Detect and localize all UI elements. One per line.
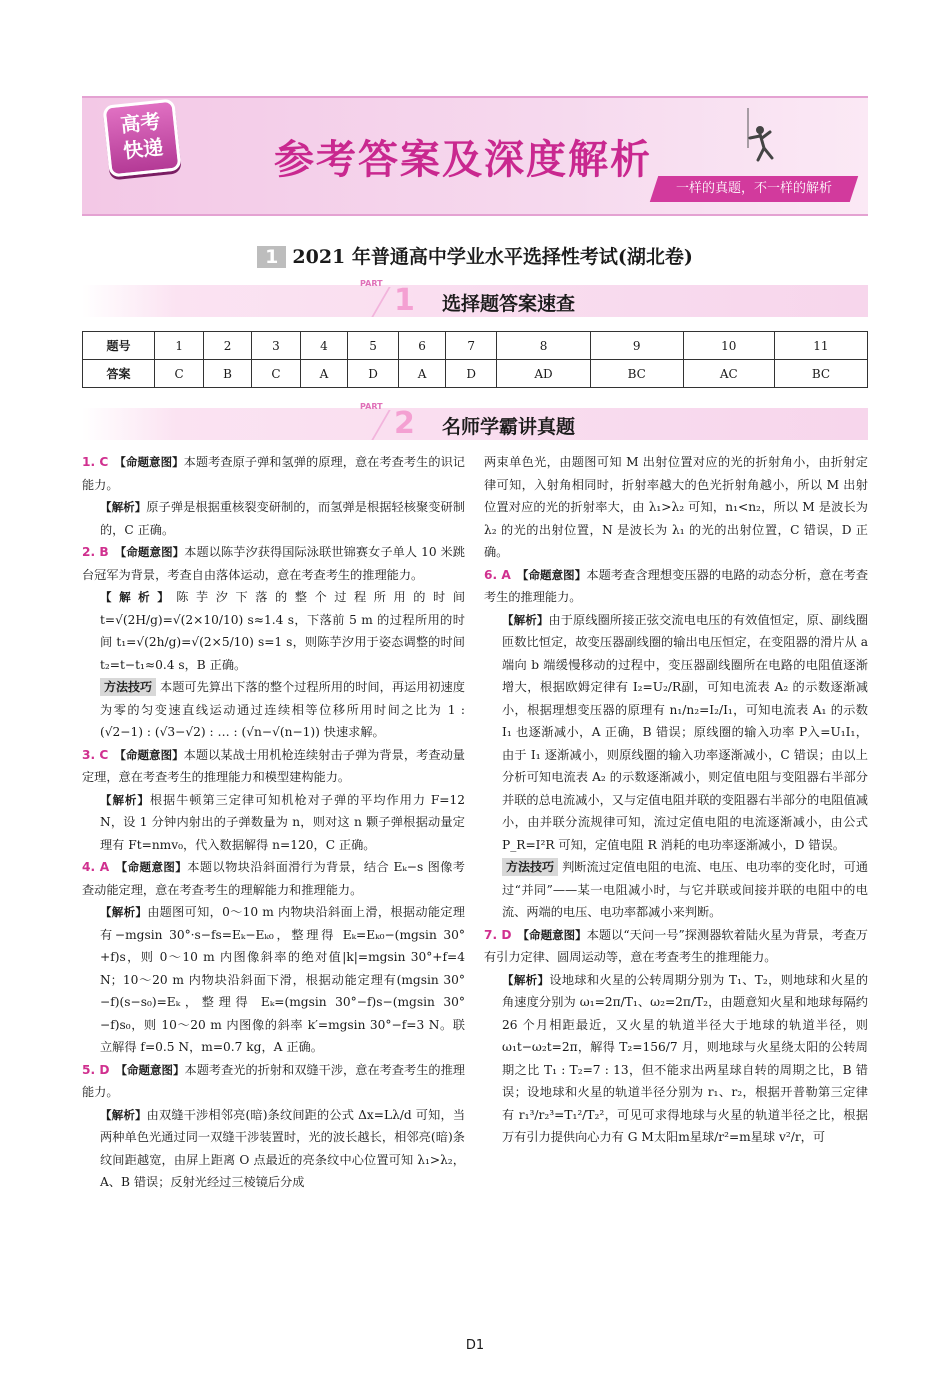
q6-tip-text: 判断流过定值电阻的电流、电压、电功率的变化时，可通过“并同”——某一电阻减小时，与它并联或间接并联的电阻中的电流、两端的电压、电功率都减小来判断。	[502, 860, 868, 919]
logo-line2: 快递	[122, 134, 165, 163]
part2-tag: PART	[360, 402, 383, 411]
q7-analysis	[484, 969, 868, 1149]
q3-intent	[82, 744, 465, 789]
table-cell: A	[301, 360, 348, 388]
q5-analysis-label: 【解析】	[100, 1107, 147, 1122]
answer-table-answer-row	[83, 360, 868, 388]
table-cell: 4	[301, 332, 348, 360]
q4-analysis-label: 【解析】	[100, 905, 148, 919]
page-number: D1	[465, 1338, 485, 1353]
q5-intent-label: 【命题意图】	[115, 1062, 185, 1077]
q2-analysis-label: 【解析】	[100, 590, 177, 604]
table-cell: AC	[683, 360, 774, 388]
q3-number: 3. C	[82, 747, 109, 762]
table-cell: C	[155, 360, 204, 388]
q3-analysis	[82, 789, 465, 857]
q7-intent-text: 本题以“天问一号”探测器软着陆火星为背景，考查万有引力定律、圆周运动等，意在考查考生的推理能力。	[484, 927, 868, 964]
table-cell: 9	[590, 332, 683, 360]
banner-subtitle-ribbon	[650, 176, 858, 202]
q6-analysis-label: 【解析】	[502, 612, 549, 627]
q2-intent-text: 本题以陈芋汐获得国际泳联世锦赛女子单人 10 米跳台冠军为背景，考查自由落体运动，意在考查考生的推理能力。	[82, 545, 465, 582]
q6-analysis-text: 由于原线圈所接正弦交流电电压的有效值恒定，原、副线圈匝数比恒定，故变压器副线圈的输出电压恒定，在变阻器的滑片从 a 端向 b 端缓慢移动的过程中，变压器副线圈所在电路的电阻值逐渐增大，根据欧姆定律有 I₂=U₂/R副，可知电流表 A₂ 的示数逐渐减小，根据理想变压器的原理有 n₁/n₂=I₂/I₁，可知电流表 A₁ 的示数 I₁ 也逐渐减小，A 正确，B 错误；原线圈的输入功率 P入=U₁I₁，由于 I₁ 逐渐减小，则原线圈的输入功率逐渐减小，C 错误；由以上分析可知电流表 A₂ 的示数逐渐减小，则定值电阻与变阻器右半部分并联的总电流减小，又与定值电阻并联的变阻器右半部分的电阻值减小，由并联分流规律可知，流过定值电阻的电流逐渐减小，由公式 P_R=I²R 可知，定值电阻 R 消耗的电功率逐渐减小，D 错误。	[502, 612, 869, 852]
part2-title: 名师学霸讲真题	[442, 416, 576, 438]
exam-title	[82, 242, 868, 269]
q2-tip-text: 本题可先算出下落的整个过程所用的时间，再运用初速度为零的匀变速直线运动通过连续相等位移所用时间之比为 1 : (√2−1) : (√3−√2) : … : (√n−√(n−1)) 快速求解。	[100, 680, 465, 739]
q1-analysis	[82, 496, 465, 541]
q3-analysis-label: 【解析】	[100, 792, 150, 807]
q6-intent-text: 本题考查含理想变压器的电路的动态分析，意在考查考生的推理能力。	[484, 567, 869, 604]
table-cell: D	[445, 360, 496, 388]
table-cell: C	[251, 360, 300, 388]
q4-number: 4. A	[82, 860, 110, 874]
q5-analysis-text: 由双缝干涉相邻亮(暗)条纹间距的公式 Δx=Lλ/d 可知，当两种单色光通过同一双缝干涉装置时，光的波长越长，相邻亮(暗)条纹间距越宽，由屏上距离 O 点最近的亮条纹中心位置可知 λ₁>λ₂，A、B 错误；反射光经过三棱镜后分成	[100, 1107, 466, 1189]
header-banner	[82, 96, 868, 216]
q1-intent-label: 【命题意图】	[114, 455, 184, 469]
q6-intent-label: 【命题意图】	[516, 567, 587, 582]
q6-tip-label: 方法技巧	[502, 858, 558, 876]
table-cell: AD	[497, 360, 590, 388]
q2-intent-label: 【命题意图】	[114, 545, 185, 559]
q1-intent-text: 本题考查原子弹和氢弹的原理，意在考查考生的识记能力。	[82, 455, 465, 492]
table-header-number: 题号	[83, 332, 155, 360]
logo-line1: 高考	[119, 109, 162, 138]
table-cell: 5	[347, 332, 398, 360]
q2-analysis	[82, 586, 465, 676]
q7-analysis-text: 设地球和火星的公转周期分别为 T₁、T₂，则地球和火星的角速度分别为 ω₁=2π/T₁、ω₂=2π/T₂，由题意知火星和地球每隔约 26 个月相距最近，又火星的轨道半径大于地球的轨道半径，则 ω₁t−ω₂t=2π，解得 T₂=156/7 月，则地球与火星绕太阳的公转周期之比 T₁ : T₂=7 : 13，但不能求出两星球自转的周期之比，B 错误；设地球和火星的轨道半径分别为 r₁、r₂，根据开普勒第三定律有 r₁³/r₂³=T₁²/T₂²，可见可求得地球与火星的轨道半径之比，根据万有引力提供向心力有 G M太阳m星球/r²=m星球 v²/r，可	[502, 972, 869, 1144]
q2-analysis-text: 陈芋汐下落的整个过程所用的时间 t=√(2H/g)=√(2×10/10) s≈1.4 s，下落前 5 m 的过程所用的时间 t₁=√(2h/g)=√(2×5/10) s=1 s，则陈芋汐用于姿态调整的时间 t₂=t−t₁≈0.4 s，B 正确。	[100, 590, 466, 672]
gaokao-kuaidi-logo	[102, 98, 181, 177]
q2-tip-label: 方法技巧	[100, 678, 156, 696]
table-cell: 10	[683, 332, 774, 360]
q4-intent-text: 本题以物块沿斜面滑行为背景，结合 Eₖ−s 图像考查动能定理，意在考查考生的理解能力和推理能力。	[82, 860, 465, 897]
q2-number: 2. B	[82, 545, 109, 559]
q3-analysis-text: 根据牛顿第三定律可知机枪对子弹的平均作用力 F=12 N，设 1 分钟内射出的子弹数量为 n，则对这 n 颗子弹根据动量定理有 Ft=nmv₀，代入数据解得 n=120，C 正确。	[100, 792, 466, 852]
q4-intent	[82, 856, 465, 901]
table-cell: 11	[774, 332, 867, 360]
part2-header	[82, 402, 868, 441]
q4-analysis	[82, 901, 465, 1059]
part1-tag: PART	[360, 279, 383, 288]
exam-number: 1	[257, 246, 286, 268]
table-cell: D	[347, 360, 398, 388]
climber-icon	[740, 108, 780, 170]
q1-intent	[82, 451, 465, 496]
q1-number: 1. C	[82, 455, 109, 469]
q5-intent	[82, 1059, 465, 1104]
table-cell: 6	[399, 332, 446, 360]
answer-table-number-row	[83, 332, 868, 360]
q5-intent-text: 本题考查光的折射和双缝干涉，意在考查考生的推理能力。	[82, 1062, 465, 1099]
part1-header	[82, 279, 868, 318]
q7-analysis-label: 【解析】	[502, 972, 550, 987]
left-column	[82, 451, 465, 1194]
q2-intent	[82, 541, 465, 586]
q6-tip	[484, 856, 868, 924]
q4-analysis-text: 由题图可知，0～10 m 内物块沿斜面上滑，根据动能定理有−mgsin 30°·s−fs=Eₖ−Eₖ₀，整理得 Eₖ=Eₖ₀−(mgsin 30°+f)s，则 0～10 m 内图像斜率的绝对值|k|=mgsin 30°+f=4 N；10～20 m 内物块沿斜面下滑，根据动能定理有(mgsin 30°−f)(s−s₀)=Eₖ，整理得 Eₖ=(mgsin 30°−f)s−(mgsin 30°−f)s₀，则 10～20 m 内图像的斜率 k′=mgsin 30°−f=3 N。联立解得 f=0.5 N，m=0.7 kg，A 正确。	[100, 905, 465, 1054]
table-cell: BC	[590, 360, 683, 388]
table-cell: 7	[445, 332, 496, 360]
table-cell: 1	[155, 332, 204, 360]
q5-analysis	[82, 1104, 465, 1194]
table-cell: B	[204, 360, 252, 388]
q4-intent-label: 【命题意图】	[115, 860, 188, 874]
table-cell: BC	[774, 360, 867, 388]
table-cell: A	[399, 360, 446, 388]
q3-intent-text: 本题以某战士用机枪连续射击子弹为背景，考查动量定理，意在考查考生的推理能力和模型建构能力。	[82, 747, 465, 784]
banner-title: 参考答案及深度解析	[274, 137, 652, 183]
q6-intent	[484, 564, 868, 609]
q1-analysis-label: 【解析】	[100, 500, 147, 514]
table-cell: 8	[497, 332, 590, 360]
q2-tip	[82, 676, 465, 744]
q3-intent-label: 【命题意图】	[114, 747, 184, 762]
q5-number: 5. D	[82, 1062, 110, 1077]
right-column	[484, 451, 868, 1149]
q7-intent-label: 【命题意图】	[517, 927, 587, 942]
table-header-answer: 答案	[83, 360, 155, 388]
answer-table	[82, 331, 868, 388]
part1-number: 1	[394, 283, 415, 318]
q5-analysis-continued: 两束单色光，由题图可知 M 出射位置对应的光的折射角小，由折射定律可知，入射角相同时，折射率越大的色光折射角越小，所以 M 出射位置对应的光的折射率大，由 λ₁>λ₂ 可知，n₁<n₂，所以 M 是波长为 λ₂ 的光的出射位置，N 是波长为 λ₁ 的光的出射位置，C 错误，D 正确。	[484, 455, 868, 559]
q1-analysis-text: 原子弹是根据重核裂变研制的，而氢弹是根据轻核聚变研制的，C 正确。	[100, 500, 466, 537]
exam-title-text: 2021 年普通高中学业水平选择性考试(湖北卷)	[292, 246, 693, 268]
q6-number: 6. A	[484, 567, 511, 582]
q7-intent	[484, 924, 868, 969]
banner-subtitle: 一样的真题，不一样的解析	[675, 181, 832, 196]
q6-analysis	[484, 609, 868, 857]
part1-title: 选择题答案速查	[442, 293, 576, 315]
table-cell: 3	[251, 332, 300, 360]
part2-number: 2	[394, 406, 415, 441]
table-cell: 2	[204, 332, 252, 360]
q7-number: 7. D	[484, 927, 512, 942]
